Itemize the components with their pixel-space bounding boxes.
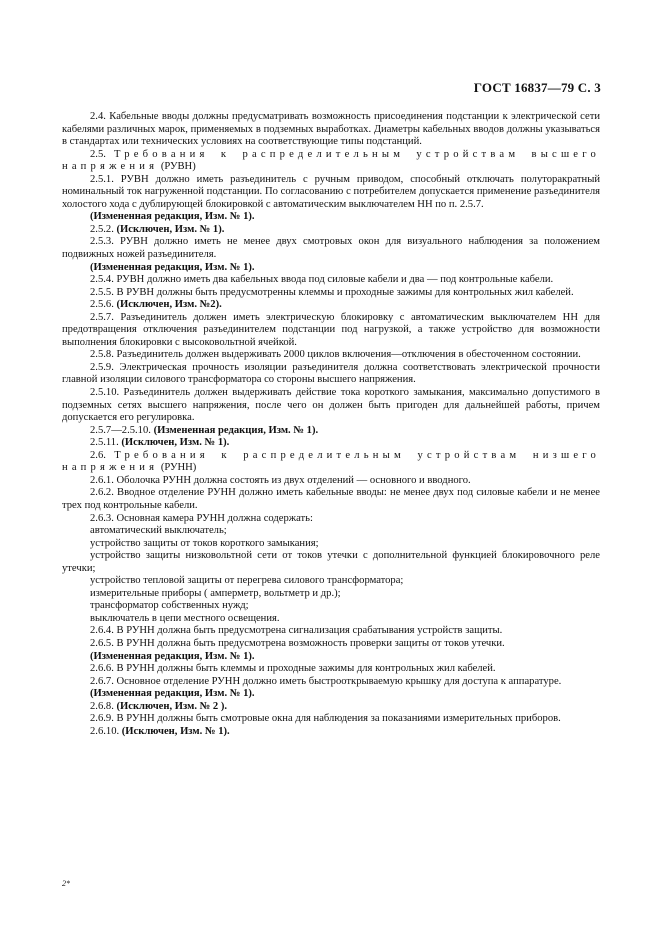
page-footer-mark: 2* — [62, 879, 70, 888]
paragraph-2-6-4: 2.6.4. В РУНН должна быть предусмотрена сигнализация срабатывания устройств защиты. — [90, 625, 503, 637]
paragraph-2-6-9: 2.6.9. В РУНН должны быть смотровые окна для наблюдения за показаниями измерительных приборов. — [90, 713, 561, 725]
paragraph-2-6-2: 2.6.2. Вводное отделение РУНН должно иметь кабельные вводы: не менее двух под силовые кабели и не менее трех под контрольные кабели. — [62, 487, 600, 511]
paragraph-2-5-5: 2.5.5. В РУВН должны быть предусмотренны клеммы и проходные зажимы для контрольных жил кабелей. — [90, 286, 574, 298]
list-item: устройство защиты от токов короткого замыкания; — [90, 537, 319, 549]
list-item: трансформатор собственных нужд; — [90, 600, 249, 612]
section-title-2-5: Требования к распределительным устройствам высшего напряжения — [62, 148, 600, 173]
paragraph-2-6-3: 2.6.3. Основная камера РУНН должна содержать: — [90, 512, 313, 524]
paragraph-2-5-3: 2.5.3. РУВН должно иметь не менее двух смотровых окон для визуального наблюдения за положением подвижных ножей разъединителя. — [62, 236, 600, 261]
excluded-note: (Исключен, Изм. № 1). — [121, 437, 230, 449]
paragraph-2-6-1: 2.6.1. Оболочка РУНН должна состоять из двух отделений — основного и вводного. — [90, 474, 471, 486]
list-item: автоматический выключатель; — [90, 525, 227, 537]
excluded-note: (Исключен, Изм. № 1). — [121, 725, 230, 737]
paragraph-2-6-5: 2.6.5. В РУНН должна быть предусмотрена возможность проверки защиты от токов утечки. — [90, 637, 505, 649]
amendment-note: (Измененная редакция, Изм. № 1). — [90, 211, 255, 223]
list-item: выключатель в цепи местного освещения. — [90, 612, 280, 624]
section-title-2-6: Требования к распределительным устройствам низшего напряжения — [62, 449, 600, 474]
list-item: устройство тепловой защиты от перегрева силового трансформатора; — [90, 575, 404, 587]
document-body — [62, 111, 600, 738]
paragraph-2-6-6: 2.6.6. В РУНН должны быть клеммы и проходные зажимы для контрольных жил кабелей. — [90, 663, 496, 675]
list-item: измерительные приборы ( амперметр, вольтметр и др.); — [90, 587, 341, 599]
paragraph-2-5-7-10: 2.5.7—2.5.10. (Измененная редакция, Изм. № 1). — [90, 424, 319, 436]
amendment-note: (Измененная редакция, Изм. № 1). — [90, 261, 255, 273]
amendment-note: (Измененная редакция, Изм. № 1). — [90, 650, 255, 662]
paragraph-2-5-8: 2.5.8. Разъединитель должен выдерживать 2000 циклов включения—отключения в обесточенном состоянии. — [90, 349, 581, 361]
paragraph-2-5-7: 2.5.7. Разъединитель должен иметь электрическую блокировку с автоматическим выключателем НН для предотвращения отключения разъединителем подстанции под нагрузкой, а также устройство для возможности выполнения блокировки с высоковольтной ячейкой. — [62, 311, 600, 348]
list-item: устройство защиты низковольтной сети от токов утечки с дополнительной функцией блокировочного реле утечки; — [62, 550, 600, 574]
excluded-note: (Исключен, Изм. №2). — [116, 299, 222, 311]
amendment-note: (Измененная редакция, Изм. № 1). — [153, 424, 319, 436]
paragraph-2-5-11: 2.5.11. (Исключен, Изм. № 1). — [90, 437, 230, 449]
paragraph-2-6-10: 2.6.10. (Исключен, Изм. № 1). — [90, 725, 230, 737]
paragraph-2-5-9: 2.5.9. Электрическая прочность изоляции разъединителя должна соответствовать электрической прочности главной изоляции силового трансформатора со стороны высшего напряжения. — [62, 361, 600, 386]
paragraph-2-5-6: 2.5.6. (Исключен, Изм. №2). — [90, 299, 222, 311]
paragraph-2-5-2: 2.5.2. (Исключен, Изм. № 1). — [90, 223, 225, 235]
paragraph-2-6-8: 2.6.8. (Исключен, Изм. № 2 ). — [90, 700, 228, 712]
amendment-note: (Измененная редакция, Изм. № 1). — [90, 688, 255, 700]
excluded-note: (Исключен, Изм. № 2 ). — [116, 700, 228, 712]
section-heading-2-5: 2.5. Требования к распределительным устройствам высшего напряжения (РУВН) — [62, 148, 600, 173]
paragraph-2-6-7: 2.6.7. Основное отделение РУНН должно иметь быстрооткрываемую крышку для доступа к аппаратуре. — [90, 675, 562, 687]
paragraph-2-5-4: 2.5.4. РУВН должно иметь два кабельных ввода под силовые кабели и два — под контрольные кабели. — [90, 274, 554, 286]
excluded-note: (Исключен, Изм. № 1). — [116, 223, 225, 235]
paragraph-2-5-1: 2.5.1. РУВН должно иметь разъединитель с ручным приводом, способный отключать полуторакратный номинальный ток нагруженной подстанции. По согласованию с потребителем допускается применение разъединителя холостого хода с дублирующей блокировкой с автоматическим выключателем НН по п. 2.5.7. — [62, 173, 600, 210]
paragraph-2-5-10: 2.5.10. Разъединитель должен выдерживать действие тока короткого замыкания, максимально допустимого в подземных сетях высшего напряжения, после чего он должен быть пригоден для дальнейшей работы, причем допускается его регулировка. — [62, 387, 600, 424]
paragraph-2-4: 2.4. Кабельные вводы должны предусматривать возможность присоединения подстанции к электрической сети кабелями различных марок, применяемых в подземных выработках. Диаметры кабельных вводов должны указываться в стандартах или технических условиях на соответствующие типы подстанций. — [62, 111, 600, 148]
section-heading-2-6: 2.6. Требования к распределительным устройствам низшего напряжения (РУНН) — [62, 449, 600, 474]
page-header: ГОСТ 16837—79 С. 3 — [473, 80, 601, 95]
